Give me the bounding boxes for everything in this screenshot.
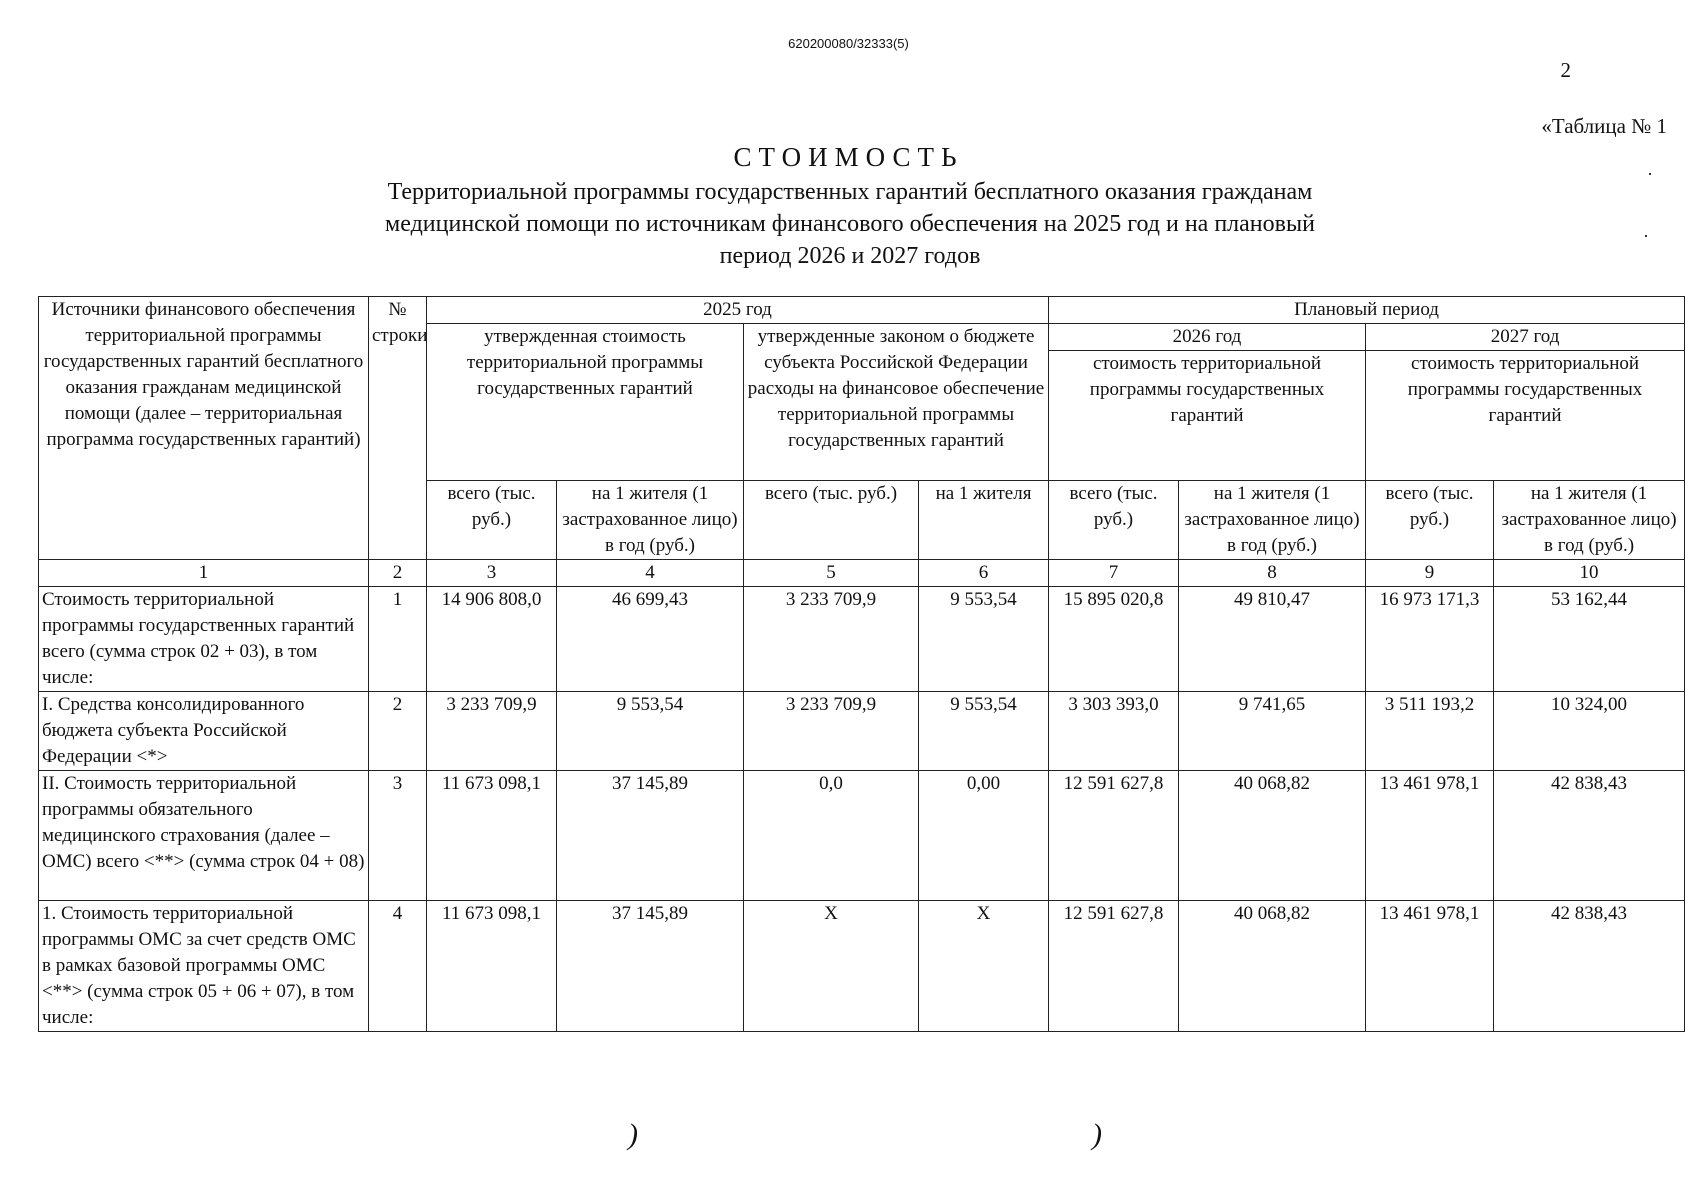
header-row-1 <box>39 297 1685 324</box>
table-row <box>39 901 1685 1032</box>
header-col-10: на 1 жителя (1 застрахованное лицо) в год (руб.) <box>1494 481 1685 560</box>
column-number: 5 <box>744 560 919 587</box>
header-year-2026: 2026 год <box>1049 324 1366 351</box>
column-number: 6 <box>919 560 1049 587</box>
table-row <box>39 692 1685 771</box>
table-label: «Таблица № 1 <box>1541 114 1667 138</box>
column-number: 9 <box>1366 560 1494 587</box>
column-number: 2 <box>369 560 427 587</box>
row-number: 1 <box>369 587 427 692</box>
row-source: Стоимость территориальной программы государственных гарантий всего (сумма строк 02 + 03), в том числе: <box>39 587 369 692</box>
header-cost-2027: стоимость территориальной программы государственных гарантий <box>1366 351 1685 481</box>
header-col-4: на 1 жителя (1 застрахованное лицо) в год (руб.) <box>557 481 744 560</box>
header-approved-cost: утвержденная стоимость территориальной программы государственных гарантий <box>427 324 744 481</box>
row-source: 1. Стоимость территориальной программы ОМС за счет средств ОМС в рамках базовой программы ОМС <**> (сумма строк 05 + 06 + 07), в том числе: <box>39 901 369 1032</box>
header-col-3: всего (тыс. руб.) <box>427 481 557 560</box>
header-plan-period: Плановый период <box>1049 297 1685 324</box>
header-year-2027: 2027 год <box>1366 324 1685 351</box>
scan-speck <box>1649 173 1651 175</box>
column-number: 4 <box>557 560 744 587</box>
header-col-5: всего (тыс. руб.) <box>744 481 919 560</box>
cell-value: 42 838,43 <box>1494 771 1685 901</box>
cell-value: 16 973 171,3 <box>1366 587 1494 692</box>
page-number: 2 <box>1560 58 1571 82</box>
column-number: 10 <box>1494 560 1685 587</box>
column-number: 8 <box>1179 560 1366 587</box>
cell-value: X <box>919 901 1049 1032</box>
header-year-2025: 2025 год <box>427 297 1049 324</box>
cell-value: 0,00 <box>919 771 1049 901</box>
cell-value: 3 233 709,9 <box>744 692 919 771</box>
cell-value: 53 162,44 <box>1494 587 1685 692</box>
cell-value: 40 068,82 <box>1179 771 1366 901</box>
financing-table <box>38 296 1685 1032</box>
footer-mark-left: ) <box>628 1118 638 1151</box>
header-approved-budget: утвержденные законом о бюджете субъекта Российской Федерации расходы на финансовое обеспечение территориальной программы государственных гарантий <box>744 324 1049 481</box>
cell-value: 12 591 627,8 <box>1049 771 1179 901</box>
cell-value: 10 324,00 <box>1494 692 1685 771</box>
document-title: СТОИМОСТЬ <box>733 142 964 172</box>
cell-value: 9 553,54 <box>557 692 744 771</box>
column-numbers-row <box>39 560 1685 587</box>
header-col-8: на 1 жителя (1 застрахованное лицо) в год (руб.) <box>1179 481 1366 560</box>
document-subtitle: Территориальной программы государственных гарантий бесплатного оказания гражданам медицинской помощи по источникам финансового обеспечения на 2025 год и на плановый период 2026 и 2027 годов <box>385 179 1315 269</box>
column-number: 7 <box>1049 560 1179 587</box>
cell-value: 3 511 193,2 <box>1366 692 1494 771</box>
document-id: 620200080/32333(5) <box>788 36 909 51</box>
cell-value: 3 303 393,0 <box>1049 692 1179 771</box>
table-row <box>39 771 1685 901</box>
cell-value: 46 699,43 <box>557 587 744 692</box>
cell-value: 0,0 <box>744 771 919 901</box>
row-number: 2 <box>369 692 427 771</box>
cell-value: 49 810,47 <box>1179 587 1366 692</box>
column-number: 3 <box>427 560 557 587</box>
cell-value: 42 838,43 <box>1494 901 1685 1032</box>
cell-value: 11 673 098,1 <box>427 901 557 1032</box>
header-col-9: всего (тыс. руб.) <box>1366 481 1494 560</box>
header-col-7: всего (тыс. руб.) <box>1049 481 1179 560</box>
table-row <box>39 587 1685 692</box>
cell-value: 14 906 808,0 <box>427 587 557 692</box>
cell-value: 37 145,89 <box>557 901 744 1032</box>
cell-value: 3 233 709,9 <box>427 692 557 771</box>
row-source: I. Средства консолидированного бюджета субъекта Российской Федерации <*> <box>39 692 369 771</box>
cell-value: 15 895 020,8 <box>1049 587 1179 692</box>
header-cost-2026: стоимость территориальной программы государственных гарантий <box>1049 351 1366 481</box>
row-source: II. Стоимость территориальной программы обязательного медицинского страхования (далее – ОМС) всего <**> (сумма строк 04 + 08) <box>39 771 369 901</box>
row-number: 3 <box>369 771 427 901</box>
column-number: 1 <box>39 560 369 587</box>
cell-value: 9 741,65 <box>1179 692 1366 771</box>
cell-value: 12 591 627,8 <box>1049 901 1179 1032</box>
header-col-6: на 1 жителя <box>919 481 1049 560</box>
cell-value: 9 553,54 <box>919 587 1049 692</box>
cell-value: 3 233 709,9 <box>744 587 919 692</box>
header-row-no: № строки <box>369 297 427 560</box>
cell-value: 13 461 978,1 <box>1366 901 1494 1032</box>
scan-speck <box>1645 235 1647 237</box>
cell-value: 37 145,89 <box>557 771 744 901</box>
cell-value: X <box>744 901 919 1032</box>
cell-value: 11 673 098,1 <box>427 771 557 901</box>
cell-value: 40 068,82 <box>1179 901 1366 1032</box>
cell-value: 13 461 978,1 <box>1366 771 1494 901</box>
row-number: 4 <box>369 901 427 1032</box>
footer-mark-right: ) <box>1092 1118 1102 1151</box>
header-source: Источники финансового обеспечения территориальной программы государственных гарантий бесплатного оказания гражданам медицинской помощи (далее – территориальная программа государственных гарантий) <box>39 297 369 560</box>
cell-value: 9 553,54 <box>919 692 1049 771</box>
